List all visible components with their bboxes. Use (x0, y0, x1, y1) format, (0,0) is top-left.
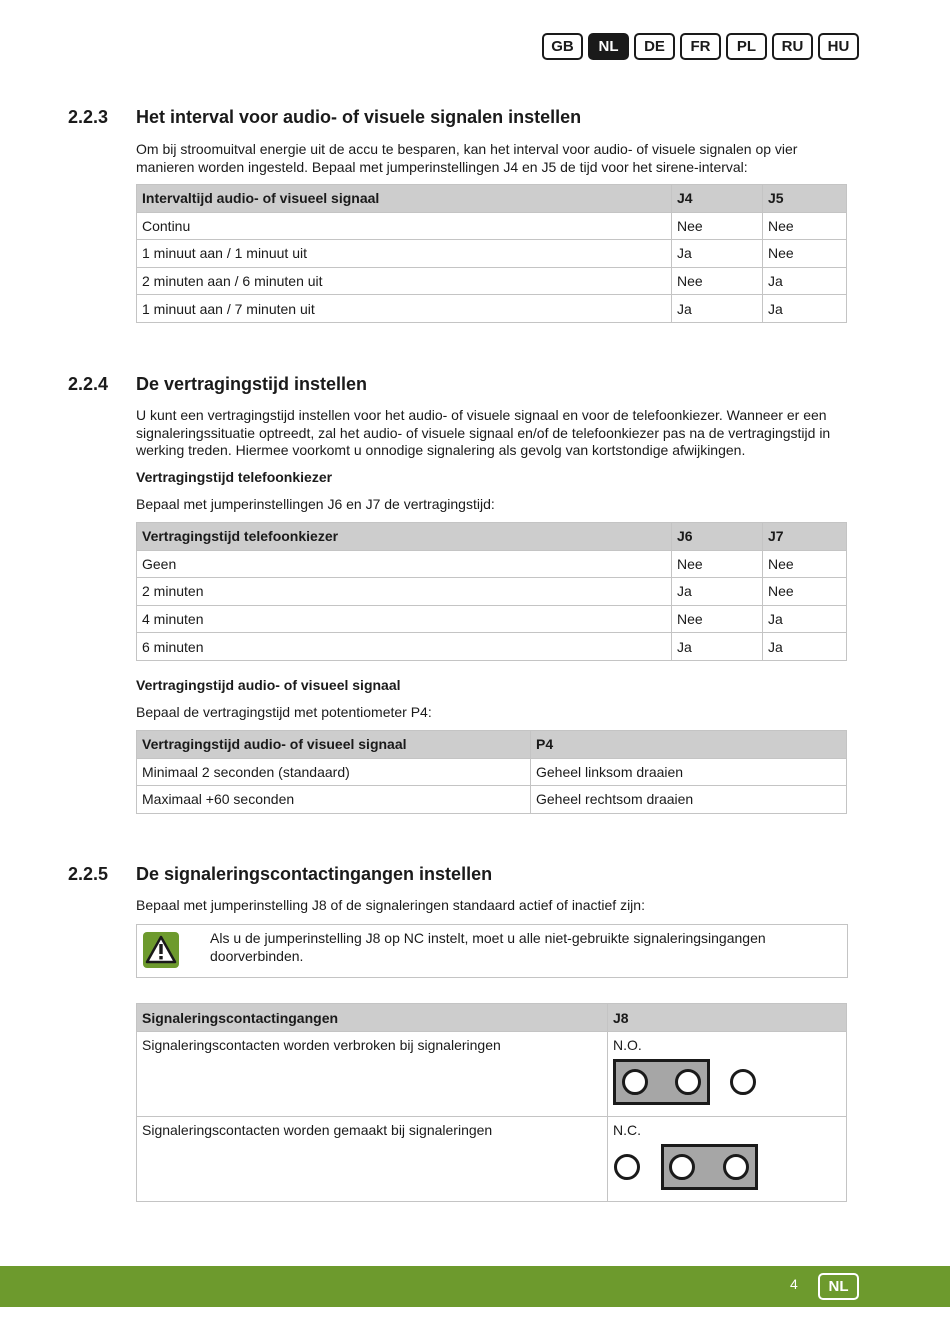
table-row (137, 786, 847, 814)
table-cell: Geheel rechtsom draaien (531, 786, 847, 814)
section-title: De signaleringscontactingangen instellen (136, 864, 493, 884)
table-row (137, 212, 847, 240)
page-number: 4 (790, 1276, 798, 1292)
table-cell: Minimaal 2 seconden (standaard) (137, 758, 531, 786)
subheading-telefoonkiezer: Vertragingstijd telefoonkiezer (136, 469, 333, 485)
table-cell-jumper (608, 1117, 847, 1202)
jumper-label: N.C. (613, 1122, 641, 1138)
table-cell: Signaleringscontacten worden verbroken bij signaleringen (137, 1032, 608, 1117)
table-header: Signaleringscontactingangen (137, 1004, 608, 1032)
j8-table (136, 1003, 847, 1202)
section-2-2-4-heading (68, 374, 367, 395)
table-cell: Nee (763, 578, 847, 606)
table-cell: Ja (672, 240, 763, 268)
warning-text: Als u de jumperinstelling J8 op NC instelt, moet u alle niet-gebruikte signaleringsingangen doorverbinden. (210, 930, 766, 964)
section-2-2-3-intro: Om bij stroomuitval energie uit de accu te besparen, kan het interval voor audio- of visuele signalen op vier manieren worden ingesteld. Bepaal met jumperinstellingen J4 en J5 de tijd voor het sirene-interval: (136, 141, 798, 175)
language-selector (542, 33, 859, 60)
table-cell: Ja (672, 295, 763, 323)
lang-tab-pl[interactable]: PL (726, 33, 767, 60)
table-row (137, 267, 847, 295)
lang-tab-fr[interactable]: FR (680, 33, 721, 60)
table-row (137, 240, 847, 268)
section-2-2-5-intro: Bepaal met jumperinstelling J8 of de signaleringen standaard actief of inactief zijn: (136, 897, 645, 913)
table-header-row (137, 523, 847, 551)
section-title: Het interval voor audio- of visuele signalen instellen (136, 107, 582, 127)
footer-language-badge: NL (818, 1273, 859, 1300)
telefoonkiezer-text: Bepaal met jumperinstellingen J6 en J7 de vertragingstijd: (136, 496, 495, 512)
lang-tab-gb[interactable]: GB (542, 33, 583, 60)
lang-tab-de[interactable]: DE (634, 33, 675, 60)
warning-box (136, 924, 848, 978)
table-cell: Ja (763, 633, 847, 661)
lang-tab-hu[interactable]: HU (818, 33, 859, 60)
table-header-row (137, 731, 847, 759)
table-header: J6 (672, 523, 763, 551)
section-number: 2.2.3 (68, 107, 109, 127)
jumper-label: N.O. (613, 1037, 642, 1053)
warning-icon (143, 932, 179, 968)
subheading-audio-visueel: Vertragingstijd audio- of visueel signaal (136, 677, 401, 693)
table-cell: Geheel linksom draaien (531, 758, 847, 786)
table-cell: Nee (672, 267, 763, 295)
table-row (137, 550, 847, 578)
section-number: 2.2.4 (68, 374, 109, 394)
table-header: Vertragingstijd audio- of visueel signaal (137, 731, 531, 759)
telefoonkiezer-table (136, 522, 847, 661)
table-cell: 1 minuut aan / 7 minuten uit (137, 295, 672, 323)
table-row (137, 295, 847, 323)
table-cell: Nee (672, 550, 763, 578)
table-cell: Nee (763, 212, 847, 240)
table-cell: Nee (672, 605, 763, 633)
table-cell: Ja (672, 633, 763, 661)
section-title: De vertragingstijd instellen (136, 374, 368, 394)
table-header: J5 (763, 185, 847, 213)
table-cell: Nee (672, 212, 763, 240)
table-row (137, 633, 847, 661)
table-header-row (137, 185, 847, 213)
table-row (137, 605, 847, 633)
section-2-2-4-intro: U kunt een vertragingstijd instellen voor het audio- of visuele signaal en voor de telefoonkiezer. Wanneer er een signaleringssituatie optreedt, zal het audio- of visuele signaal en/of de telefoonkiezer pas na de vertragingstijd in werking treden. Hiermee voorkomt u onnodige signalering als gevolg van kortstondige afwijkingen. (136, 407, 831, 458)
table-header-row (137, 1004, 847, 1032)
table-header: J7 (763, 523, 847, 551)
table-cell: 1 minuut aan / 1 minuut uit (137, 240, 672, 268)
footer-bar (0, 1266, 950, 1307)
interval-table (136, 184, 847, 323)
table-row (137, 1032, 847, 1117)
table-cell: Geen (137, 550, 672, 578)
table-cell: Ja (672, 578, 763, 606)
table-cell: 2 minuten (137, 578, 672, 606)
table-cell: Nee (763, 240, 847, 268)
table-header: J4 (672, 185, 763, 213)
section-2-2-3-heading (68, 107, 581, 128)
table-cell: Ja (763, 267, 847, 295)
table-row (137, 1117, 847, 1202)
lang-tab-nl[interactable]: NL (588, 33, 629, 60)
table-row (137, 758, 847, 786)
audio-visueel-text: Bepaal de vertragingstijd met potentiometer P4: (136, 704, 432, 720)
table-cell: 2 minuten aan / 6 minuten uit (137, 267, 672, 295)
section-2-2-5-heading (68, 864, 492, 885)
table-header: J8 (608, 1004, 847, 1032)
table-cell: 6 minuten (137, 633, 672, 661)
lang-tab-ru[interactable]: RU (772, 33, 813, 60)
section-number: 2.2.5 (68, 864, 109, 884)
table-row (137, 578, 847, 606)
table-cell: Maximaal +60 seconden (137, 786, 531, 814)
table-cell: 4 minuten (137, 605, 672, 633)
table-cell: Ja (763, 605, 847, 633)
potentiometer-table (136, 730, 847, 814)
table-cell: Nee (763, 550, 847, 578)
table-cell-jumper (608, 1032, 847, 1117)
table-cell: Ja (763, 295, 847, 323)
table-header: Intervaltijd audio- of visueel signaal (137, 185, 672, 213)
table-cell: Continu (137, 212, 672, 240)
table-header: P4 (531, 731, 847, 759)
table-header: Vertragingstijd telefoonkiezer (137, 523, 672, 551)
table-cell: Signaleringscontacten worden gemaakt bij signaleringen (137, 1117, 608, 1202)
jumper-nc-diagram (613, 1144, 763, 1194)
jumper-no-diagram (613, 1059, 763, 1109)
